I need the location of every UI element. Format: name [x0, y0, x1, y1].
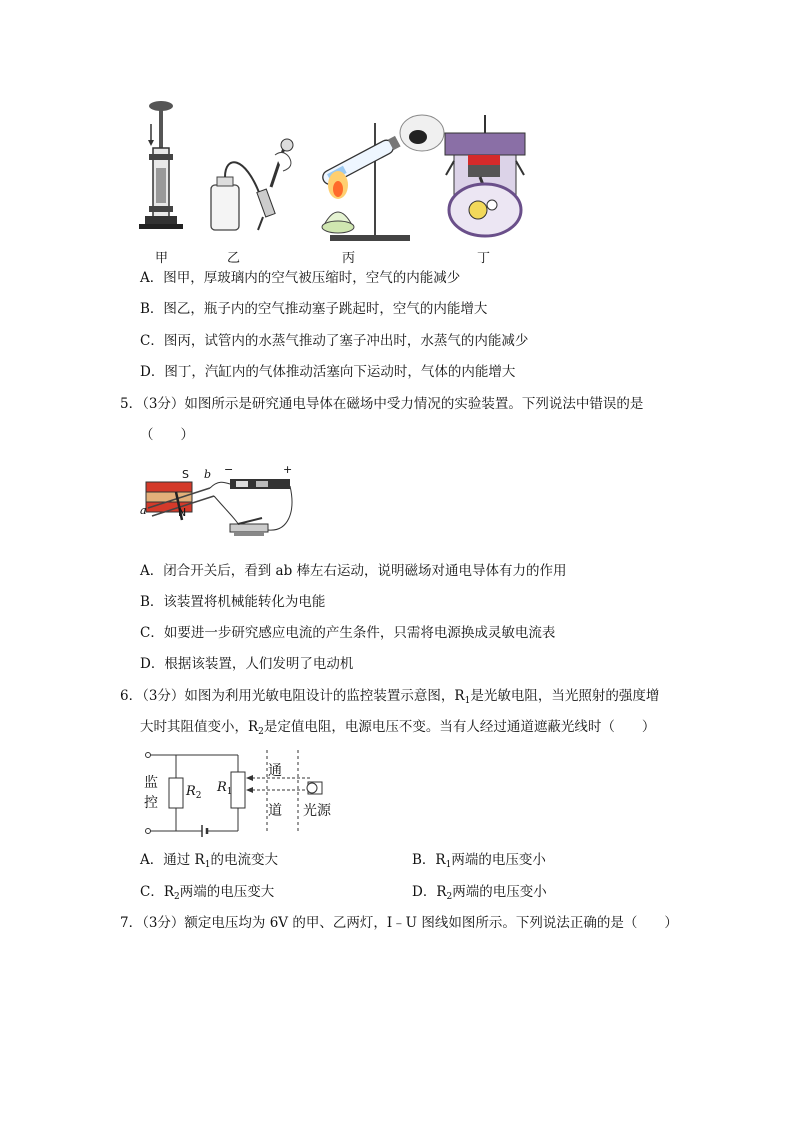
q5-label-plus: +	[283, 463, 293, 476]
q6-label-light-source: 光源	[303, 803, 331, 819]
q4-option-c[interactable]: C．图丙，试管内的水蒸气推动了塞子冲出时，水蒸气的内能减少	[140, 333, 529, 349]
q6-label-channel-2: 道	[268, 803, 282, 819]
fig-yi-bottle-pump	[205, 135, 305, 235]
q6-option-c[interactable]: C．$R_2$两端的电压变大	[140, 884, 275, 902]
q5-option-d[interactable]: D．根据该装置，人们发明了电动机	[140, 656, 354, 672]
fig-label-ding: 丁	[477, 251, 491, 266]
q6-label-channel-1: 通	[268, 763, 282, 779]
q5-option-b[interactable]: B．该装置将机械能转化为电能	[140, 594, 326, 610]
q5-stem-line2: （ ）	[140, 427, 194, 443]
q5-motor-apparatus-figure	[138, 462, 298, 552]
q5-stem-line1: 5．（3分）如图所示是研究通电导体在磁场中受力情况的实验装置。下列说法中错误的是	[120, 396, 644, 412]
q6-stem-line1: 6．（3分）如图为利用光敏电阻设计的监控装置示意图，$R_1$是光敏电阻，当光照射的强度增	[120, 688, 660, 706]
q5-label-n: N	[178, 506, 187, 519]
fig-label-yi: 乙	[227, 251, 241, 266]
q4-option-a[interactable]: A．图甲，厚玻璃内的空气被压缩时，空气的内能减少	[140, 270, 461, 286]
fig-jia-compression-syringe	[135, 98, 195, 248]
fig-bing-test-tube-heating	[310, 105, 450, 245]
fig-ding-engine-cylinder	[440, 115, 540, 240]
q4-option-d[interactable]: D．图丁，汽缸内的气体推动活塞向下运动时，气体的内能增大	[140, 364, 516, 380]
q6-stem-line2: 大时其阻值变小，$R_2$是定值电阻，电源电压不变。当有人经过通道遮蔽光线时（ ）	[140, 719, 656, 737]
q6-option-a[interactable]: A．通过 $R_1$的电流变大	[140, 852, 278, 870]
q6-label-r1: $R_1$	[217, 780, 233, 797]
q6-label-monitor-2: 控	[144, 795, 158, 811]
fig-label-bing: 丙	[342, 251, 356, 266]
q5-label-a: a	[140, 504, 147, 517]
q6-label-r2: $R_2$	[186, 784, 202, 801]
q5-label-s: S	[182, 468, 189, 481]
q6-option-b[interactable]: B．$R_1$两端的电压变小	[412, 852, 546, 870]
q5-option-a[interactable]: A．闭合开关后，看到 ab 棒左右运动，说明磁场对通电导体有力的作用	[140, 563, 567, 579]
q7-stem: 7．（3分）额定电压均为 6V 的甲、乙两灯，I﹣U 图线如图所示。下列说法正确的是（ ）	[120, 915, 678, 931]
q5-label-minus: −	[224, 463, 234, 476]
q5-label-b: b	[204, 468, 212, 481]
q6-option-d[interactable]: D．$R_2$两端的电压变小	[412, 884, 547, 902]
q6-label-monitor-1: 监	[144, 775, 158, 791]
q6-circuit-diagram	[140, 748, 340, 838]
q4-option-b[interactable]: B．图乙，瓶子内的空气推动塞子跳起时，空气的内能增大	[140, 301, 488, 317]
fig-label-jia: 甲	[155, 251, 169, 266]
q5-option-c[interactable]: C．如要进一步研究感应电流的产生条件，只需将电源换成灵敏电流表	[140, 625, 556, 641]
